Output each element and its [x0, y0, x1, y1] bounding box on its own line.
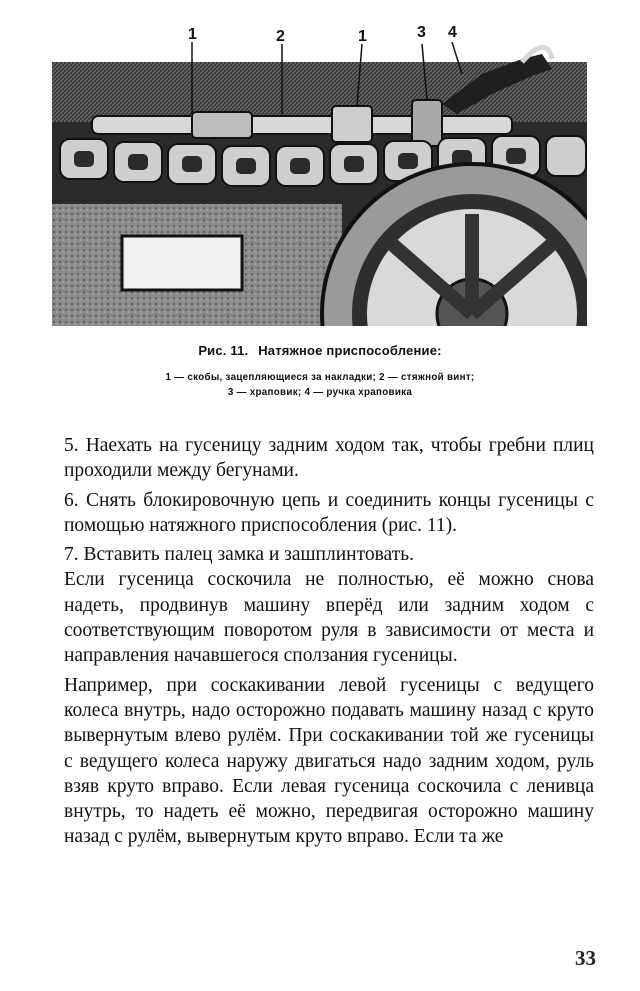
figure-legend-line-2: 3 — храповик; 4 — ручка храповика: [227, 387, 413, 398]
paragraph-step-7: 7. Вставить палец замка и зашплинтовать.: [64, 544, 415, 566]
paragraph-step-5: 5. Наехать на гусеницу задним ходом так, чтобы гребни плиц проходили между бегунами.: [64, 435, 594, 482]
figure-caption: [0, 343, 640, 358]
callout-3: 3: [417, 24, 426, 41]
callout-4: 4: [448, 24, 457, 41]
callout-1b: 1: [358, 28, 367, 45]
paragraph-example: Например, при соскакивании левой гусеницы с ведущего колеса внутрь, надо осторожно подавать машину назад с круто вывернутым влево рулём. При соскакивании той же гусеницы с ведущего колеса наружу двигаться надо задним ходом, руль взяв круто вправо. Если левая гусеница соскочила с ленивца внутрь, то надеть её можно, передвигая осторожно машину назад с рулём, вывернутым круто вправо. Если та же: [64, 674, 594, 848]
tensioner-photo: [52, 14, 587, 326]
tensioner-illustration: [52, 14, 587, 326]
body-text: [64, 433, 594, 850]
figure-title: Натяжное приспособление:: [258, 343, 442, 358]
callout-1a: 1: [188, 26, 197, 43]
figure-label: Рис. 11.: [198, 343, 249, 358]
page-number: 33: [575, 946, 596, 970]
figure-legend-line-1: 1 — скобы, зацепляющиеся за накладки; 2 — стяжной винт;: [165, 372, 475, 383]
paragraph-step-6: 6. Снять блокировочную цепь и соединить концы гусеницы с помощью натяжного приспособления (рис. 11).: [64, 489, 594, 536]
paragraph-partial-derail: Если гусеница соскочила не полностью, её можно снова надеть, продвинув машину вперёд или задним ходом с соответствующим поворотом руля в зависимости от места и направления начавшегося сползания гусеницы.: [64, 569, 594, 667]
callout-2: 2: [276, 28, 285, 45]
